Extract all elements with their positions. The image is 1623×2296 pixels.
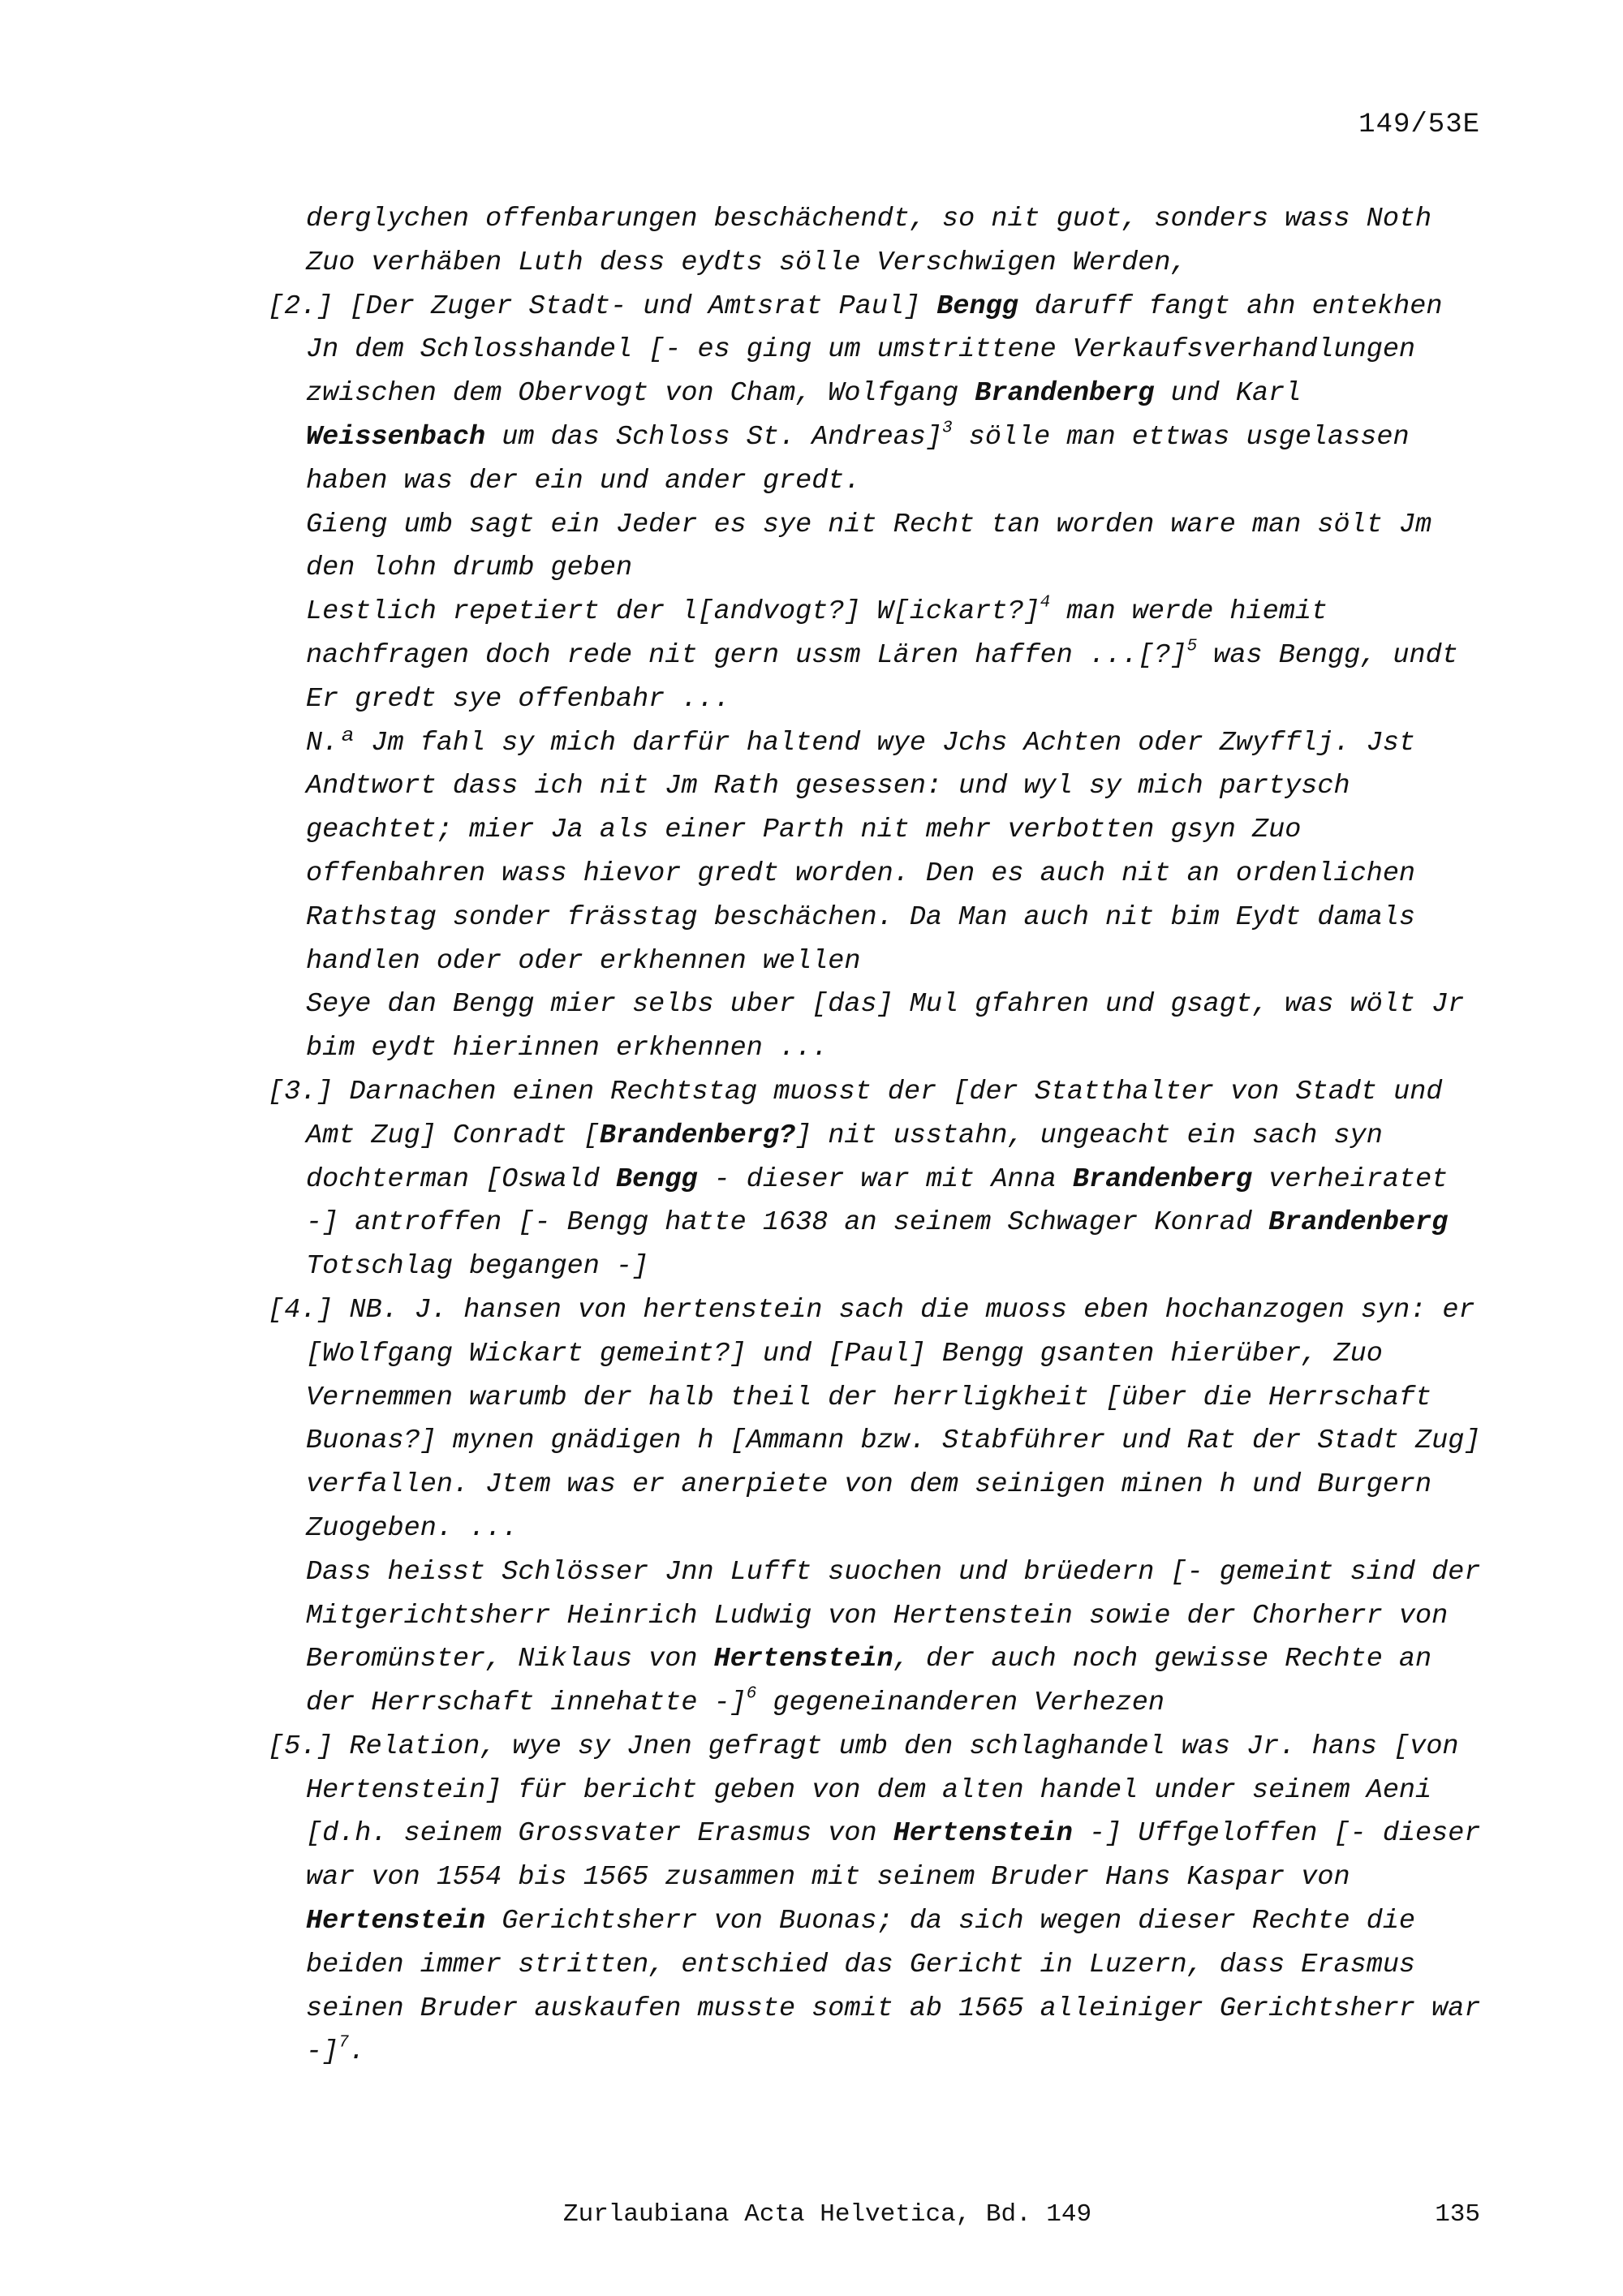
paragraph-2 [268,286,1485,504]
name-brandenberg: Brandenberg [1268,1207,1449,1239]
name-hertenstein: Hertenstein [306,1906,486,1937]
document-body [268,198,1485,2075]
text-run: . [348,2036,365,2068]
text-run: verheiratet -] antroffen [- Bengg hatte 1638 an seinem Schwager Konrad [306,1163,1449,1239]
name-brandenberg: Brandenberg? [599,1120,796,1151]
text-run: man werde hiemit nachfragen doch rede nit gern ussm Lären haffen ...[?] [306,596,1328,671]
paragraph-5: N.ª Jm fahl sy mich darfür haltend wye Jchs Achten oder Zwyfflj. Jst Andtwort dass ich nit Jm Rath gesessen: und wyl sy mich partysch geachtet; mier Ja als einer Parth nit mehr verbotten gsyn Zuo offenbahren wass hievor gredt worden. Den es auch nit an ordenlichen Rathstag sonder frässtag beschächen. Da Man auch nit bim Eydt damals handlen oder oder erkhennen wellen [306,727,1416,977]
text-run: [3.] Darnachen einen Rechtstag muosst der [der Statthalter von Stadt und Amt Zug] Conradt [ [268,1076,1443,1151]
paragraph-8: [4.] NB. J. hansen von hertenstein sach die muoss eben hochanzogen syn: er [Wolfgang Wickart gemeint?] und [Paul] Bengg gsanten hierüber, Zuo Vernemmen warumb der halb theil der herrligkheit [über die Herrschaft Buonas?] mynen gnädigen h [Ammann bzw. Stabführer und Rat der Stadt Zug] verfallen. Jtem was er anerpiete von dem seinigen minen h und Burgern Zuogeben. ... [268,1294,1481,1544]
text-run: Gerichtsherr von Buonas; da sich wegen dieser Rechte die beiden immer stritten, entschied das Gericht in Luzern, dass Erasmus seinen Bruder auskaufen musste somit ab 1565 alleiniger Gerichtsherr war -] [306,1906,1481,2068]
name-bengg: Bengg [615,1163,698,1195]
text-run: Lestlich repetiert der l[andvogt?] W[ickart?] [306,596,1040,628]
footnote-marker: 6 [746,1684,757,1704]
name-bengg: Bengg [936,290,1018,322]
text-run: [5.] Relation, wye sy Jnen gefragt umb den schlaghandel was Jr. hans [von Hertenstein] für bericht geben von dem alten handel under seinem Aeni [d.h. seinem Grossvater Erasmus von [268,1731,1459,1850]
text-run: Dass heisst Schlösser Jnn Lufft suochen und brüedern [- gemeint sind der Mitgerichtsherr Heinrich Ludwig von Hertenstein sowie der Chorherr von Beromünster, Niklaus von [306,1556,1481,1675]
text-run: sölle man ettwas usgelassen haben was der ein und ander gredt. [306,421,1410,497]
page-reference: 149/53E [1358,110,1480,140]
footnote-marker: 4 [1040,593,1051,613]
text-run: [2.] [Der Zuger Stadt- und Amtsrat Paul] [268,290,937,322]
text-run: Totschlag begangen -] [306,1251,649,1283]
name-hertenstein: Hertenstein [713,1644,893,1675]
text-run: - dieser war mit Anna [697,1163,1073,1195]
text-run: gegeneinanderen Verhezen [756,1688,1165,1719]
paragraph-6: Seye dan Bengg mier selbs uber [das] Mul gfahren und gsagt, was wölt Jr bim eydt hierinnen erkhennen ... [306,989,1465,1064]
text-run: daruff fangt ahn entekhen Jn dem Schlosshandel [- es ging um umstrittene Verkaufsverhandlungen zwischen dem Obervogt von Cham, Wolfgang [306,290,1443,410]
name-weissenbach: Weissenbach [306,421,486,453]
text-run: -] Uffgeloffen [- dieser war von 1554 bis 1565 zusammen mit seinem Bruder Hans Kaspar von [306,1818,1481,1894]
page-number: 135 [1435,2200,1480,2229]
text-run: ] nit usstahn, ungeacht ein sach syn dochterman [Oswald [306,1120,1383,1195]
paragraph-9 [268,1551,1485,1726]
paragraph-10 [268,1726,1485,2075]
paragraph-1: derglychen offenbarungen beschächendt, so nit guot, sonders wass Noth Zuo verhäben Luth dess eydts sölle Verschwigen Werden, [306,204,1432,278]
footnote-marker: 3 [942,419,953,438]
paragraph-3: Gieng umb sagt ein Jeder es sye nit Recht tan worden ware man sölt Jm den lohn drumb geben [306,509,1432,584]
text-run: und Karl [1154,378,1302,410]
text-run: was Bengg, undt Er gredt sye offenbahr ... [306,639,1458,715]
footnote-marker: 7 [338,2033,349,2053]
name-brandenberg: Brandenberg [1072,1163,1253,1195]
text-run: , der auch noch gewisse Rechte an der Herrschaft innehatte -] [306,1644,1432,1719]
name-brandenberg: Brandenberg [975,378,1155,410]
paragraph-4 [268,591,1485,721]
text-run: um das Schloss St. Andreas] [485,421,943,453]
name-hertenstein: Hertenstein [893,1818,1073,1850]
footnote-marker: 5 [1186,637,1198,656]
paragraph-7 [268,1071,1485,1289]
footer-title: Zurlaubiana Acta Helvetica, Bd. 149 [563,2200,1092,2229]
